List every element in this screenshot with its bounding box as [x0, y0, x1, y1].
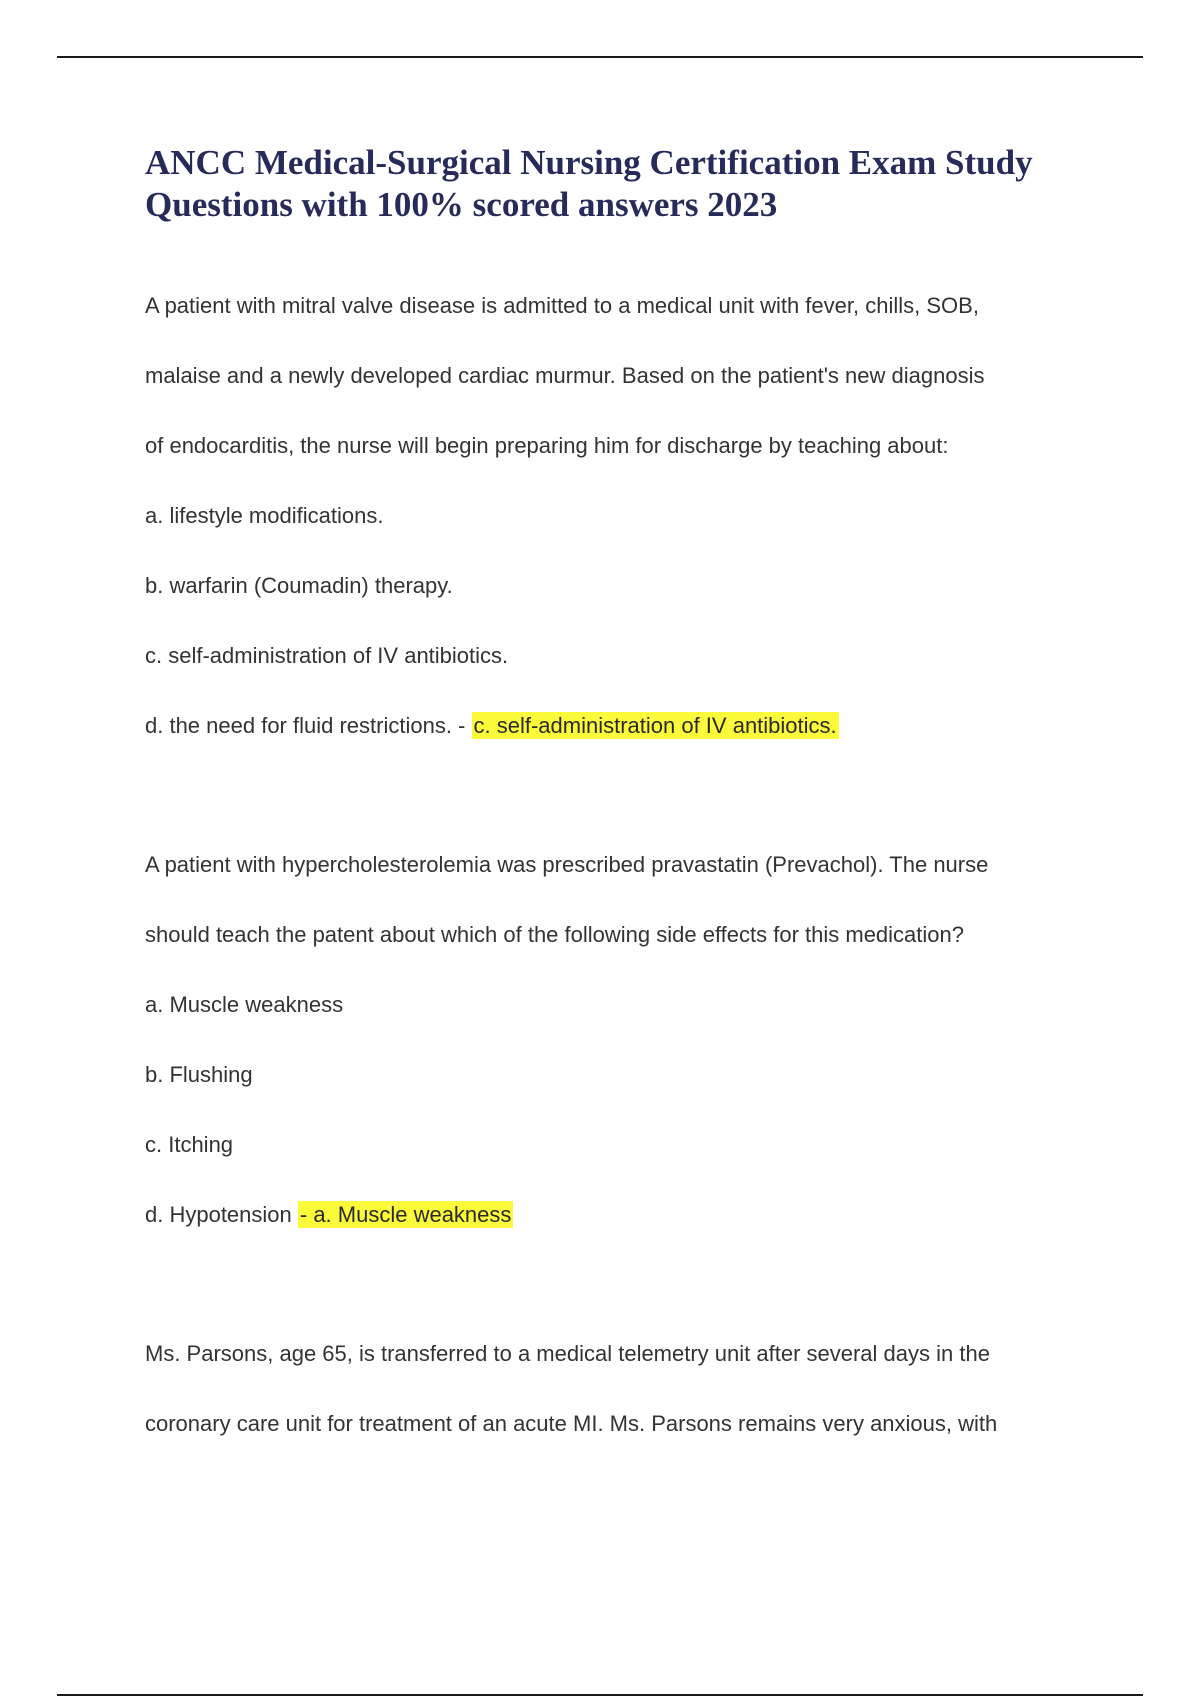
top-rule — [57, 56, 1143, 58]
option-b: b. warfarin (Coumadin) therapy. — [145, 573, 453, 598]
option-d-with-answer — [145, 1180, 1105, 1250]
question-text-line: A patient with mitral valve disease is admitted to a medical unit with fever, chills, SOB, — [145, 293, 979, 318]
question-text-line: Ms. Parsons, age 65, is transferred to a medical telemetry unit after several days in the — [145, 1341, 990, 1366]
question-3 — [145, 1319, 1105, 1459]
document-title: ANCC Medical-Surgical Nursing Certification Exam Study Questions with 100% scored answers 2023 — [145, 143, 1033, 224]
question-text-line: malaise and a newly developed cardiac murmur. Based on the patient's new diagnosis — [145, 363, 985, 388]
option-d-with-answer — [145, 691, 1105, 761]
question-text-line: A patient with hypercholesterolemia was prescribed pravastatin (Prevachol). The nurse — [145, 852, 989, 877]
question-2 — [145, 830, 1105, 1250]
option-a: a. lifestyle modifications. — [145, 503, 384, 528]
option-d: d. Hypotension — [145, 1202, 298, 1227]
option-a: a. Muscle weakness — [145, 992, 344, 1017]
highlighted-answer: c. self-administration of IV antibiotics. — [473, 713, 837, 738]
question-text-line: of endocarditis, the nurse will begin preparing him for discharge by teaching about: — [145, 433, 949, 458]
highlighted-answer: - a. Muscle weakness — [299, 1202, 512, 1227]
option-d: d. the need for fluid restrictions. - — [145, 713, 472, 738]
document-body — [145, 142, 1105, 1459]
option-c: c. Itching — [145, 1132, 234, 1157]
option-c: c. self-administration of IV antibiotics. — [145, 643, 509, 668]
question-1 — [145, 271, 1105, 761]
question-text-line: coronary care unit for treatment of an acute MI. Ms. Parsons remains very anxious, with — [145, 1411, 998, 1436]
bottom-rule — [57, 1694, 1143, 1696]
question-text-line: should teach the patent about which of the following side effects for this medication? — [145, 922, 964, 947]
option-b: b. Flushing — [145, 1062, 253, 1087]
